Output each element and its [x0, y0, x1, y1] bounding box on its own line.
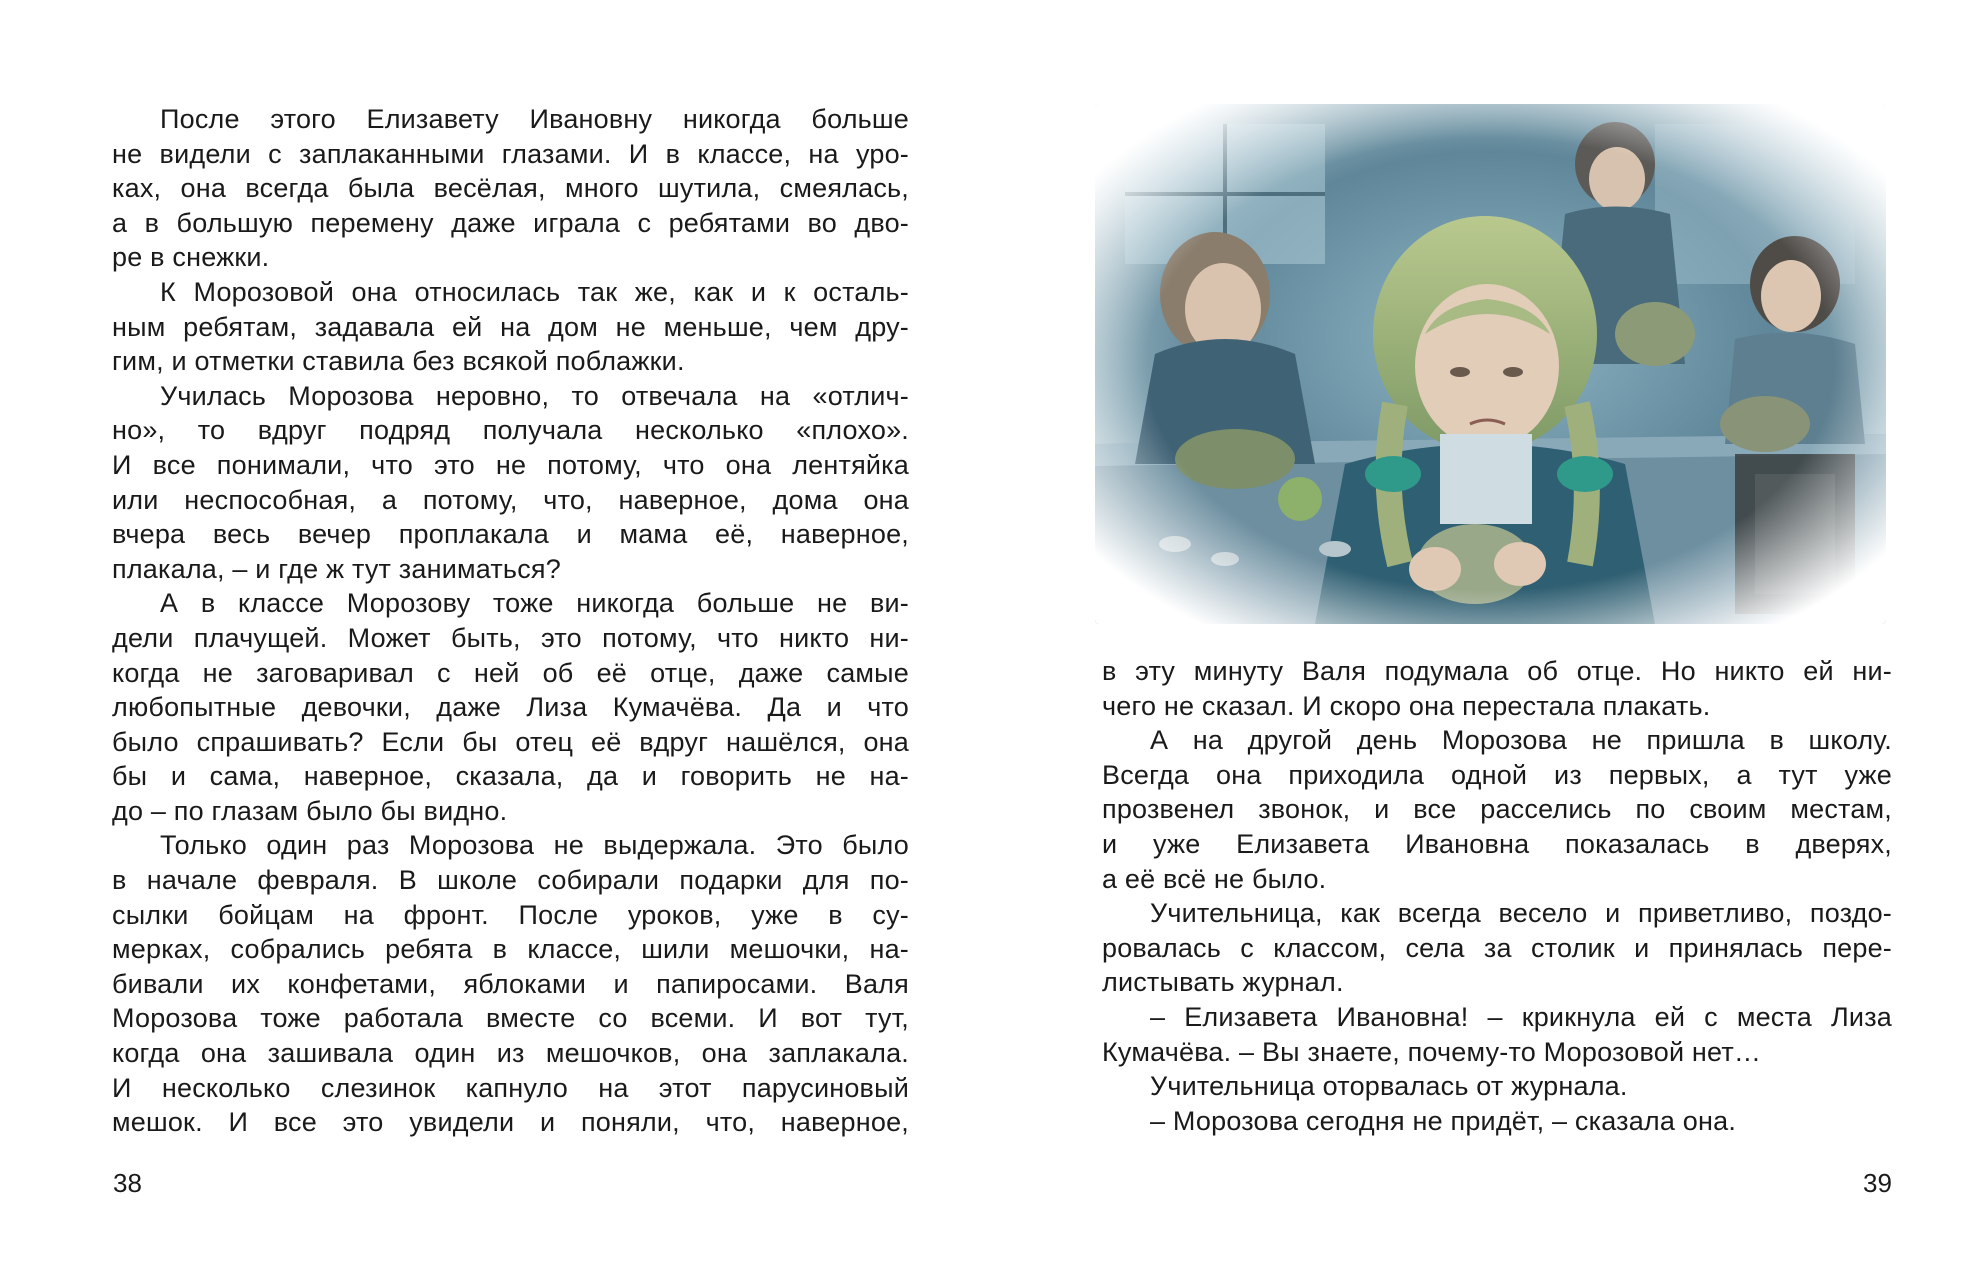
text-line: бивали их конфетами, яблоками и папиросами. Валя: [112, 968, 909, 999]
text-line: мешок. И все это увидели и поняли, что, наверное,: [112, 1107, 909, 1138]
text-line: бы и сама, наверное, сказала, да и говорить не на-: [112, 761, 909, 792]
right-page-text: [1102, 654, 1892, 1138]
text-line: а её всё не было.: [1102, 863, 1327, 894]
text-line: и уже Елизавета Ивановна показалась в дверях,: [1102, 828, 1892, 859]
text-line: плакала, – и где ж тут заниматься?: [112, 553, 561, 584]
text-line: – Морозова сегодня не придёт, – сказала она.: [1150, 1105, 1737, 1136]
text-line: когда не заговаривал с ней об её отце, даже самые: [112, 657, 909, 688]
text-line: ровалась с классом, села за столик и принялась пере-: [1102, 932, 1892, 963]
text-line: но», то вдруг подряд получала несколько «плохо».: [112, 415, 909, 446]
text-line: Учительница оторвалась от журнала.: [1150, 1071, 1628, 1102]
page-number-left: 38: [113, 1168, 142, 1198]
illustration-drawing: [1095, 104, 1886, 624]
text-line: а в большую перемену даже играла с ребятами во дво-: [112, 207, 909, 238]
text-line: сылки бойцам на фронт. После уроков, уже в су-: [112, 899, 909, 930]
text-line: в начале февраля. В школе собирали подарки для по-: [112, 865, 909, 896]
text-line: дели плачущей. Может быть, это потому, что никто ни-: [112, 622, 909, 653]
text-line: когда она зашивала один из мешочков, она заплакала.: [112, 1038, 909, 1069]
right-page: [992, 0, 1984, 1270]
text-line: И несколько слезинок капнуло на этот парусиновый: [112, 1072, 909, 1103]
text-line: любопытные девочки, даже Лиза Кумачёва. Да и что: [112, 692, 909, 723]
text-line: – Елизавета Ивановна! – крикнула ей с места Лиза: [1150, 1001, 1892, 1032]
text-line: гим, и отметки ставила без всякой поблажки.: [112, 346, 685, 377]
text-line: не видели с заплаканными глазами. И в классе, на уро-: [112, 138, 909, 169]
text-line: А в классе Морозову тоже никогда больше не ви-: [160, 588, 909, 619]
text-line: Морозова тоже работала вместе со всеми. И вот тут,: [112, 1003, 909, 1034]
text-line: в эту минуту Валя подумала об отце. Но никто ей ни-: [1102, 656, 1892, 686]
illustration: [1095, 104, 1886, 624]
text-line: Всегда она приходила одной из первых, а тут уже: [1102, 759, 1892, 790]
text-line: Только один раз Морозова не выдержала. Это было: [160, 830, 909, 861]
text-line: мерках, собрались ребята в классе, шили мешочки, на-: [112, 934, 909, 965]
text-line: было спрашивать? Если бы отец её вдруг нашёлся, она: [112, 726, 909, 757]
text-line: Училась Морозова неровно, то отвечала на «отлич-: [160, 380, 909, 411]
text-line: Кумачёва. – Вы знаете, почему-то Морозовой нет…: [1102, 1036, 1762, 1067]
text-line: вчера весь вечер проплакала и мама её, наверное,: [112, 519, 909, 550]
text-line: Учительница, как всегда весело и приветливо, поздо-: [1150, 898, 1892, 929]
text-line: А на другой день Морозова не пришла в школу.: [1150, 725, 1892, 756]
page-number-right: 39: [1863, 1168, 1892, 1198]
text-line: листывать журнал.: [1102, 967, 1344, 998]
left-page-text: [112, 102, 909, 1140]
text-line: ным ребятам, задавала ей на дом не меньше, чем дру-: [112, 311, 909, 342]
text-line: ках, она всегда была весёлая, много шутила, смеялась,: [112, 173, 909, 204]
text-line: ре в снежки.: [112, 242, 270, 273]
text-line: прозвенел звонок, и все расселись по своим местам,: [1102, 794, 1892, 825]
text-line: до – по глазам было бы видно.: [112, 795, 508, 826]
text-line: И все понимали, что это не потому, что она лентяйка: [112, 449, 909, 480]
text-line: чего не сказал. И скоро она перестала плакать.: [1102, 690, 1711, 721]
text-line: К Морозовой она относилась так же, как и к осталь-: [160, 276, 909, 307]
text-line: После этого Елизавету Ивановну никогда больше: [160, 104, 909, 134]
text-line: или неспособная, а потому, что, наверное, дома она: [112, 484, 909, 515]
